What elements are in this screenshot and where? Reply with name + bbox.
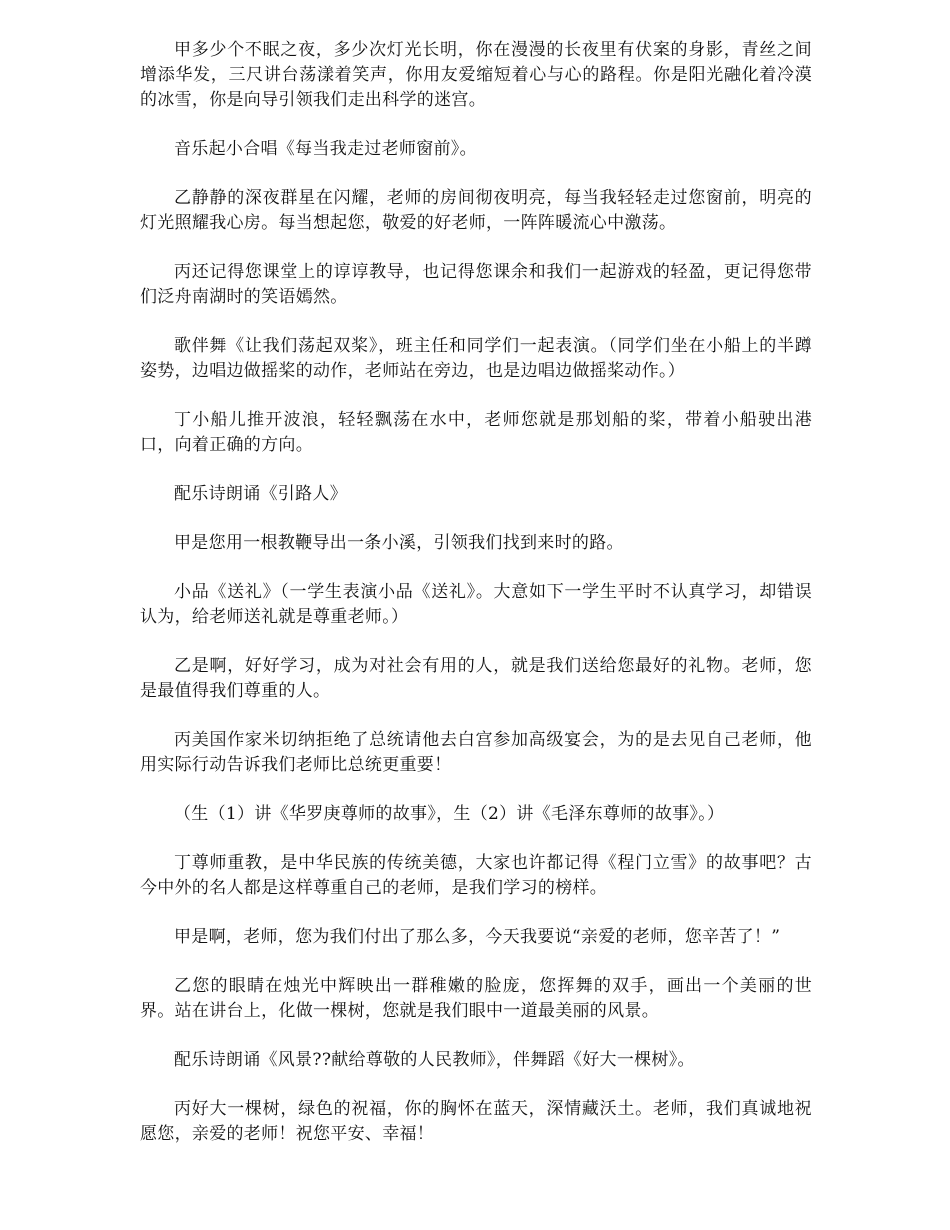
paragraph-14: 甲是啊，老师，您为我们付出了那么多，今天我要说“亲爱的老师，您辛苦了！” [174, 927, 781, 947]
paragraph-6: 丁小船儿推开波浪，轻轻飘荡在水中，老师您就是那划船的桨，带着小船驶出港口，向着正确的方向。 [140, 410, 812, 455]
paragraph-12: （生（1）讲《华罗庚尊师的故事》，生（2）讲《毛泽东尊师的故事》。） [174, 804, 725, 824]
paragraph-11: 丙美国作家米切纳拒绝了总统请他去白宫参加高级宴会，为的是去见自己老师，他用实际行动告诉我们老师比总统更重要！ [140, 730, 812, 775]
paragraph-13: 丁尊师重教，是中华民族的传统美德，大家也许都记得《程门立雪》的故事吧？古今中外的名人都是这样尊重自己的老师，是我们学习的榜样。 [140, 853, 812, 898]
paragraph-8: 甲是您用一根教鞭导出一条小溪，引领我们找到来时的路。 [174, 533, 624, 553]
paragraph-17: 丙好大一棵树，绿色的祝福，你的胸怀在蓝天，深情藏沃土。老师，我们真诚地祝愿您，亲爱的老师！祝您平安、幸福！ [140, 1099, 812, 1144]
paragraph-7: 配乐诗朗诵《引路人》 [174, 484, 347, 504]
paragraph-16: 配乐诗朗诵《风景??献给尊敬的人民教师》，伴舞蹈《好大一棵树》。 [174, 1050, 695, 1070]
paragraph-3: 乙静静的深夜群星在闪耀，老师的房间彻夜明亮，每当我轻轻走过您窗前，明亮的灯光照耀我心房。每当想起您，敬爱的好老师，一阵阵暖流心中激荡。 [140, 188, 812, 233]
document-page [140, 38, 812, 1171]
paragraph-2: 音乐起小合唱《每当我走过老师窗前》。 [174, 139, 477, 159]
paragraph-10: 乙是啊，好好学习，成为对社会有用的人，就是我们送给您最好的礼物。老师，您是最值得我们尊重的人。 [140, 656, 812, 701]
paragraph-4: 丙还记得您课堂上的谆谆教导，也记得您课余和我们一起游戏的轻盈，更记得您带们泛舟南湖时的笑语嫣然。 [140, 262, 812, 307]
paragraph-9: 小品《送礼》（一学生表演小品《送礼》。大意如下一学生平时不认真学习，却错误认为，给老师送礼就是尊重老师。） [140, 582, 812, 627]
paragraph-15: 乙您的眼睛在烛光中辉映出一群稚嫩的脸庞，您挥舞的双手，画出一个美丽的世界。站在讲台上，化做一棵树，您就是我们眼中一道最美丽的风景。 [140, 976, 812, 1021]
paragraph-1: 甲多少个不眠之夜，多少次灯光长明，你在漫漫的长夜里有伏案的身影，青丝之间增添华发，三尺讲台荡漾着笑声，你用友爱缩短着心与心的路程。你是阳光融化着冷漠的冰雪，你是向导引领我们走出科学的迷宫。 [140, 40, 812, 110]
paragraph-5: 歌伴舞《让我们荡起双桨》，班主任和同学们一起表演。（同学们坐在小船上的半蹲姿势，边唱边做摇桨的动作，老师站在旁边，也是边唱边做摇桨动作。） [140, 336, 812, 381]
